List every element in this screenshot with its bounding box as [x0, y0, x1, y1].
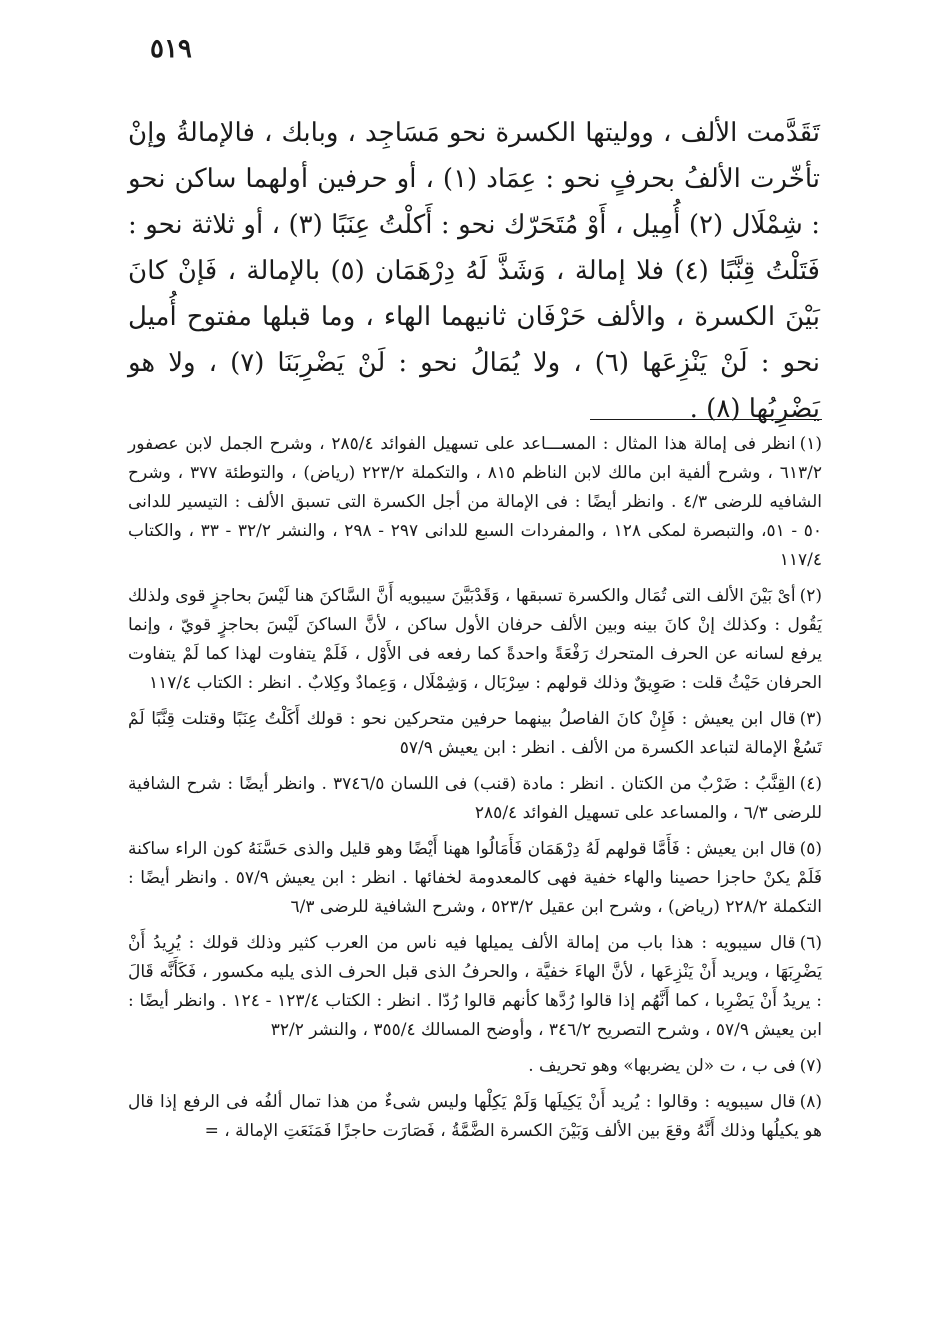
footnote-divider [590, 419, 822, 420]
footnotes [128, 430, 822, 1153]
footnote-number: (٤) [799, 774, 822, 794]
main-paragraph: تَقَدَّمت الألف ، ووليتها الكسرة نحو مَسَاجِد ، وبابك ، فالإمالةُ وإنْ تأخّرت الألفُ بحرفٍ نحو : عِمَاد (١) ، أو حرفين أولهما ساكن نحو : شِمْلَال (٢) أُمِيل ، أَوْ مُتَحَرّك نحو : أَكلْتُ عِنَبًا (٣) ، أو ثلاثة نحو : فَتَلْتُ قِنَّبًا (٤) فلا إمالة ، وَشَذَّ لَهُ دِرْهَمَان (٥) بالإمالة ، فَإنْ كانَ بَيْنَ الكسرة ، والألف حَرْفَان ثانيهما الهاء ، وما قبلها مفتوح أُميل نحو : لَنْ يَنْزِعَها (٦) ، ولا يُمَالُ نحو : لَنْ يَضْرِبَنَا (٧) ، ولا هو يَضْرِبُها (٨) . [128, 118, 821, 424]
footnote-text: قال ابن يعيش : فَأَمَّا قولهم لَهُ دِرْهَمَان فَأَمَالُوا ههنا أَيْضًا وهو قليل والذى حَسَّنَهُ كون الراء ساكنة فَلَمْ يكنْ حاجزا حصينا والهاء خفية فهى كالمعدومة لخفائها . انظر : ابن يعيش ٥٧/٩ . وانظر أيضًا : التكملة ٢٢٨/٢ (رياض) ، وشرح ابن عقيل ٥٢٣/٢ ، وشرح الشافية للرضى ٦/٣ [128, 839, 822, 917]
footnote-text: انظر فى إمالة هذا المثال : المســـاعد على تسهيل الفوائد ٢٨٥/٤ ، وشرح الجمل لابن عصفور ٦١٣/٢ ، وشرح ألفية ابن مالك لابن الناظم ٨١٥ ، والتكملة ٢٢٣/٢ (رياض) ، والتوطئة ٣٧٧ ، وشرح الشافيه للرضى ٤/٣ . وانظر أيضًا : فى الإمالة من أجل الكسرة التى تسبق الألف : التيسير للدانى ٥٠ - ٥١، والتبصرة لمكى ١٢٨ ، والمفردات السبع للدانى ٢٩٧ - ٢٩٨ ، والنشر ٣٢/٢ - ٣٣ ، والكتاب ١١٧/٤ [128, 434, 823, 570]
footnote-text: قال سيبويه : وقالوا : يُريد أَنْ يَكِيلَها وَلَمْ يَكِلْها وليس شىءٌ من هذا تمال ألفُه فى الرفع إذا قال هو يكيلُها وذلك أَنَّهُ وقعَ بين الألف وَبَيْنَ الكسرة الضَّمَّةُ ، فَصَارَت حاجزًا فَمَنَعَتِ الإمالة ، = [128, 1092, 822, 1141]
footnote-6 [128, 929, 822, 1045]
footnote-text: فى ب ، ت «لن يضربها» وهو تحريف . [528, 1056, 796, 1076]
main-text [128, 110, 820, 432]
footnote-number: (٦) [799, 933, 822, 953]
footnote-number: (٢) [799, 586, 822, 606]
footnote-number: (٥) [799, 839, 822, 859]
footnote-number: (١) [799, 434, 822, 454]
footnote-7 [128, 1052, 822, 1081]
footnote-text: قال ابن يعيش : فَإِنْ كانَ الفاصلُ بينهما حرفين متحركين نحو : قولك أَكَلْتُ عِنَبًا وقتلت قِنَّبًا لَمْ تَسُغْ الإمالة لتباعد الكسرة من الألف . انظر : ابن يعيش ٥٧/٩ [128, 709, 822, 758]
footnote-text: أىْ بَيْنَ الألف التى تُمَال والكسرة تسبقها ، وَقَدْبَيَّنَ سيبويه أَنَّ السَّاكنَ هنا لَيْسَ بحاجزٍ قوى ولذلك يَقُول : وكذلك إنْ كانَ بينه وبين الألف حرفان الأول ساكن ، لأنَّ الساكنَ لَيْسَ بحاجزٍ قويّ ، وإنما يرفع لسانه عن الحرف المتحرك رَفْعَةً واحدةً كما رفعه فى الأَوْل ، فَلَمْ يتفاوت لهذا كما لَمْ يتفاوت الحرفان حَيْثُ قلت : صَوِيقٌ وذلك قولهم : سِرْبَال ، وَشِمْلَال ، وَعِمادٌ وكِلابٌ . انظر : الكتاب ١١٧/٤ [128, 586, 822, 693]
footnote-4 [128, 770, 822, 828]
footnote-number: (٨) [799, 1092, 822, 1112]
footnote-5 [128, 835, 822, 922]
footnote-2 [128, 582, 822, 698]
footnote-3 [128, 705, 822, 763]
footnote-1 [128, 430, 822, 575]
footnote-8 [128, 1088, 822, 1146]
footnote-text: القِنَّبُ : ضَرْبٌ من الكتان . انظر : مادة (قنب) فى اللسان ٣٧٤٦/٥ . وانظر أيضًا : شرح الشافية للرضى ٦/٣ ، والمساعد على تسهيل الفوائد ٢٨٥/٤ [128, 774, 822, 823]
page-number: ٥١٩ [150, 34, 192, 64]
footnote-text: قال سيبويه : هذا باب من إمالة الألف يميلها فيه ناس من العرب كثير وذلك قولك : يُرِيدُ أَنْ يَضْرِبَهَا ، ويريد أَنْ يَنْزِعَها ، لأنَّ الهاءَ خفيَّة ، والحرفُ الذى قبل الحرف الذى يليه مكسور ، فَكَأَنَّه قَالَ : يريدُ أَنْ يَضْرِبا ، كما أَنَّهُم إذا قالوا رُدَّها كأنهم قالوا رُدّا . انظر : الكتاب ١٢٣/٤ - ١٢٤ . وانظر أيضًا : ابن يعيش ٥٧/٩ ، وشرح التصريح ٣٤٦/٢ ، وأوضح المسالك ٣٥٥/٤ ، والنشر ٣٢/٢ [128, 933, 822, 1040]
footnote-number: (٧) [799, 1056, 822, 1076]
footnote-number: (٣) [799, 709, 822, 729]
